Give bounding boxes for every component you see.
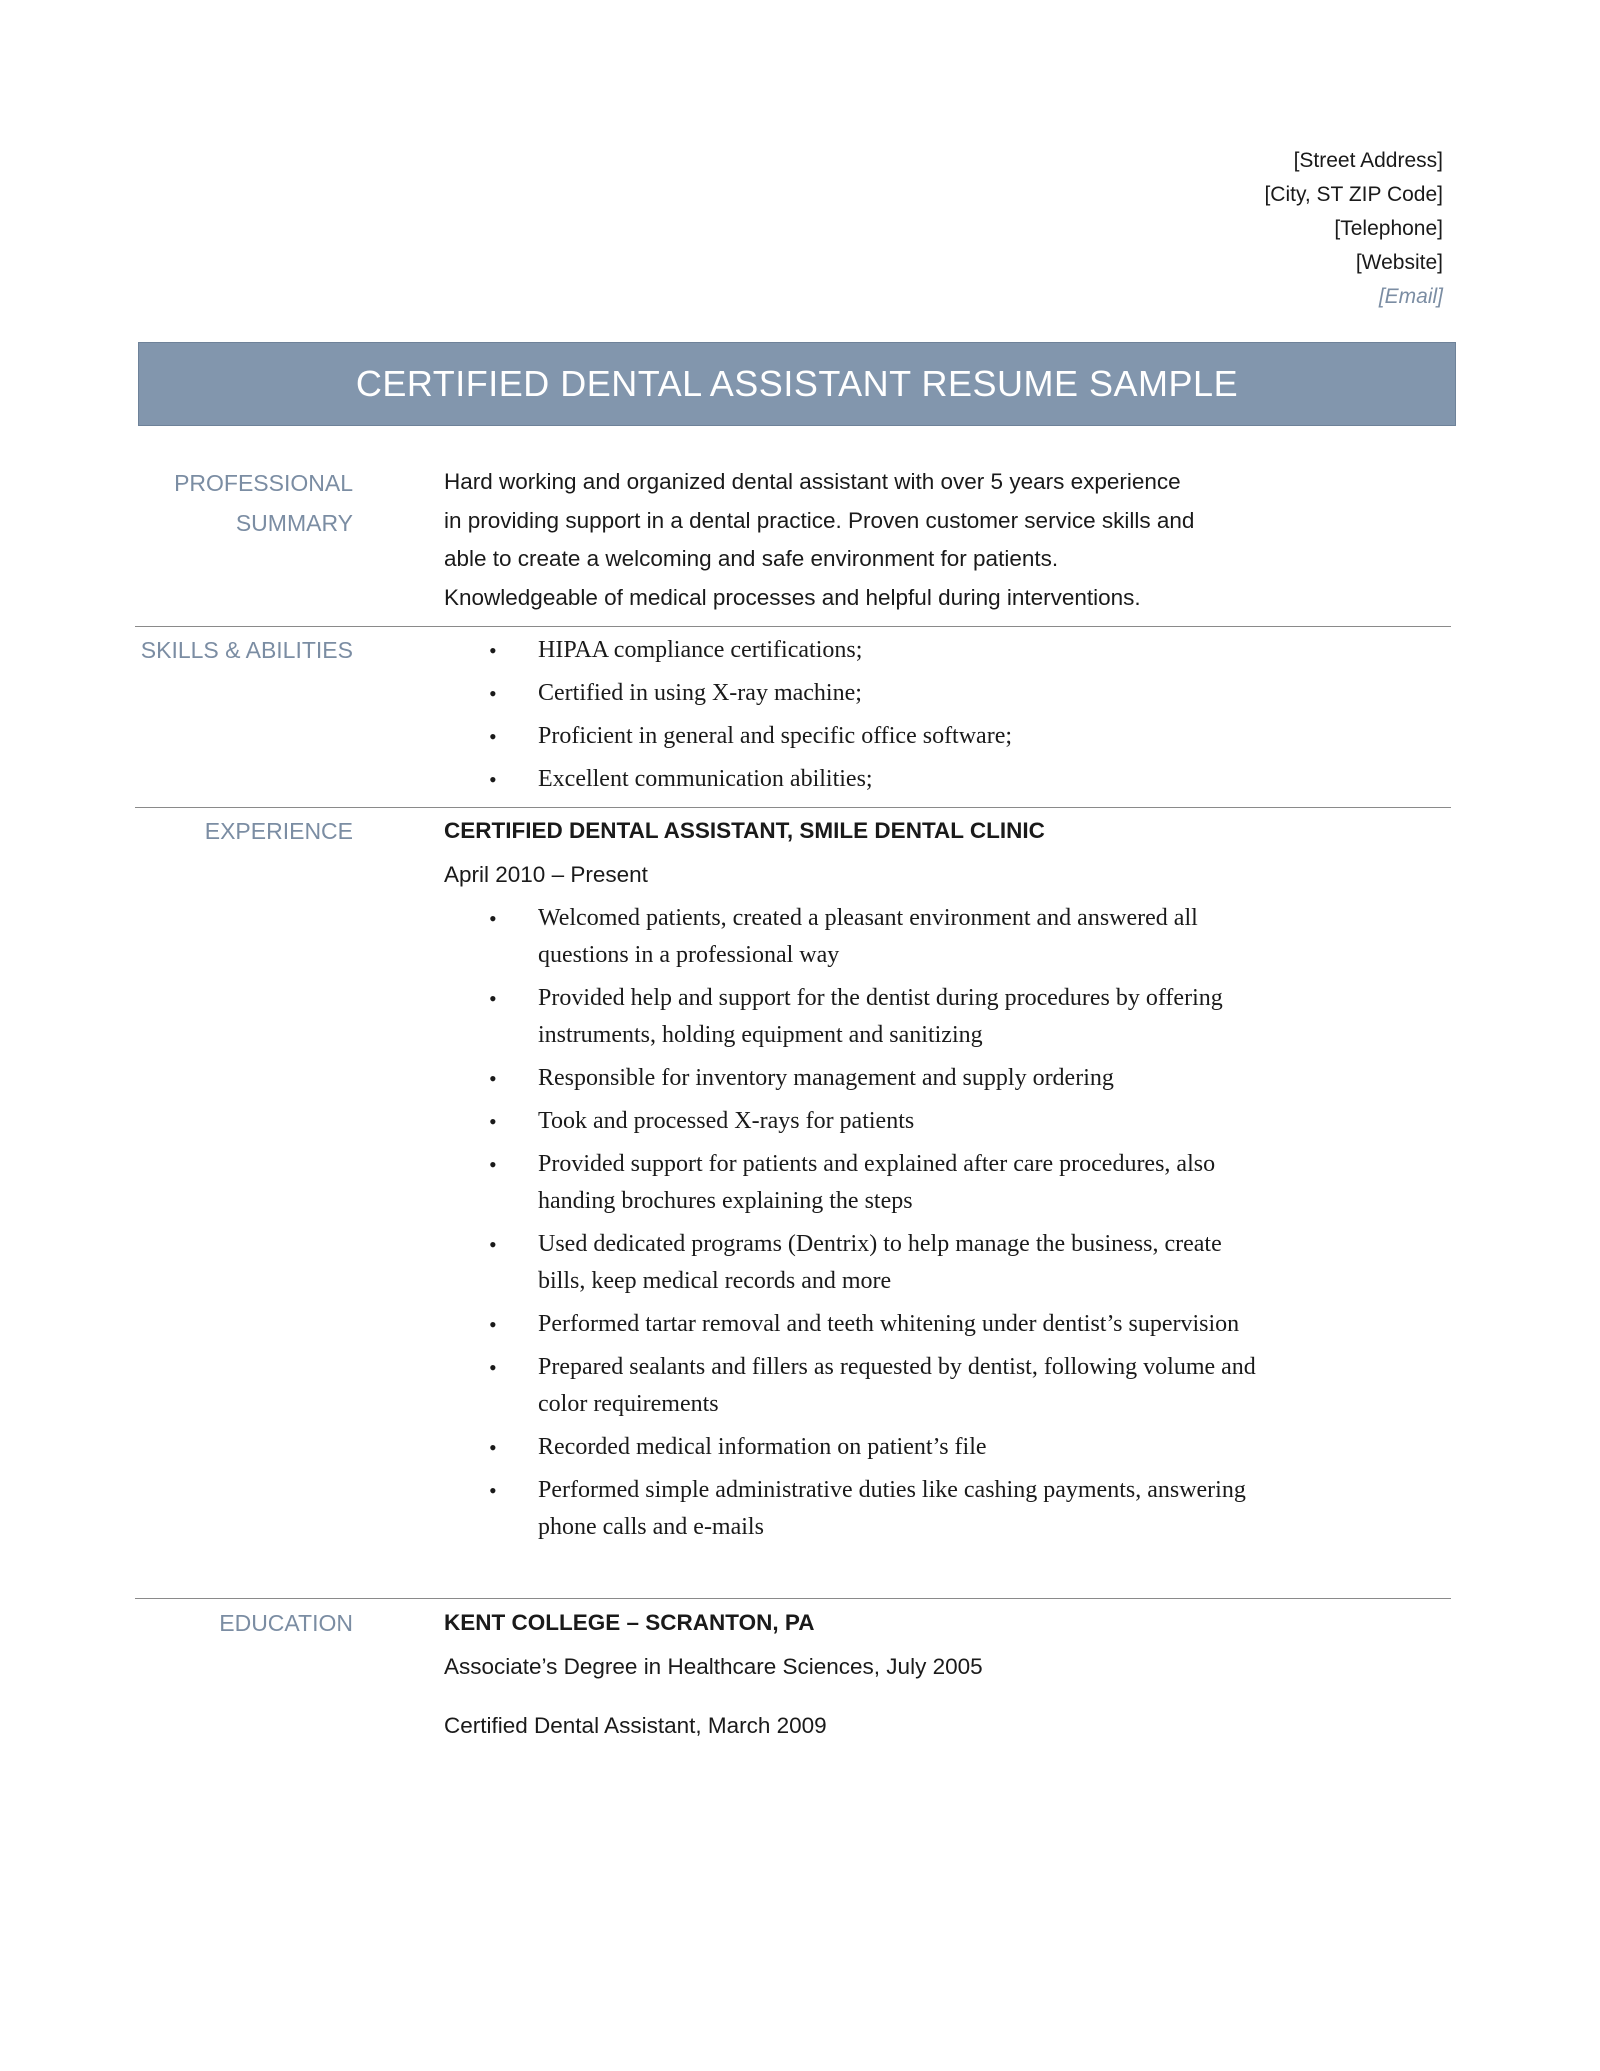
education-content [444, 1603, 1404, 1746]
bullet-icon: • [489, 1152, 497, 1177]
skill-text: Certified in using X-ray machine; [538, 680, 862, 706]
summary-text [444, 463, 1404, 617]
skills-section [135, 627, 1451, 808]
duty-text: Responsible for inventory management and supply ordering [538, 1065, 1114, 1091]
bullet-icon: • [489, 638, 497, 663]
bullet-icon: • [489, 1066, 497, 1091]
education-section [135, 1600, 1451, 1760]
education-label: EDUCATION [219, 1610, 353, 1636]
duty-item [444, 1060, 1268, 1097]
duty-item [444, 1103, 1268, 1140]
summary-label-line2: SUMMARY [235, 510, 353, 536]
certification: Certified Dental Assistant, March 2009 [444, 1713, 827, 1738]
skill-text: HIPAA compliance certifications; [538, 637, 863, 663]
experience-label: EXPERIENCE [204, 818, 353, 844]
summary-line: Knowledgeable of medical processes and helpful during interventions. [444, 584, 1141, 610]
duty-item [444, 900, 1268, 974]
summary-line: able to create a welcoming and safe environment for patients. [444, 546, 1059, 571]
summary-label [135, 463, 353, 543]
duty-item [444, 1306, 1268, 1343]
duty-item [444, 1472, 1268, 1546]
duty-item [444, 1349, 1268, 1423]
summary-line: Hard working and organized dental assistant with over 5 years experience [444, 469, 1181, 494]
skills-label: SKILLS & ABILITIES [140, 637, 353, 663]
school-name: KENT COLLEGE – SCRANTON, PA [444, 1610, 815, 1635]
skill-item [444, 632, 1268, 669]
skill-text: Proficient in general and specific office software; [538, 723, 1013, 749]
duty-item [444, 1226, 1268, 1300]
skill-item [444, 675, 1268, 712]
bullet-icon: • [489, 1355, 497, 1380]
telephone: [Telephone] [1334, 217, 1443, 240]
duty-text: Took and processed X-rays for patients [538, 1108, 915, 1134]
skills-list [444, 632, 1404, 804]
summary-line: in providing support in a dental practice. Proven customer service skills and [444, 507, 1195, 533]
skill-text: Excellent communication abilities; [538, 766, 873, 792]
bullet-icon: • [489, 1312, 497, 1337]
bullet-icon: • [489, 1478, 497, 1503]
experience-content [444, 811, 1404, 1552]
summary-section [135, 460, 1451, 627]
bullet-icon: • [489, 1435, 497, 1460]
skill-item [444, 718, 1268, 755]
duty-text: Performed tartar removal and teeth whitening under dentist’s supervision [538, 1311, 1240, 1337]
bullet-icon: • [489, 986, 497, 1011]
duty-item [444, 1429, 1268, 1466]
website: [Website] [1355, 251, 1443, 274]
bullet-icon: • [489, 1109, 497, 1134]
experience-section [135, 808, 1451, 1599]
street-address: [Street Address] [1293, 149, 1443, 172]
duty-text: Welcomed patients, created a pleasant environment and answered all questions in a professional way [538, 905, 1198, 968]
duty-text: Provided support for patients and explained after care procedures, also handing brochures explaining the steps [538, 1151, 1216, 1214]
bullet-icon: • [489, 681, 497, 706]
email: [Email] [1378, 285, 1443, 308]
contact-block [1264, 144, 1443, 314]
duties-list [444, 900, 1404, 1546]
duty-item [444, 1146, 1268, 1220]
skill-item [444, 761, 1268, 798]
job-title: CERTIFIED DENTAL ASSISTANT, SMILE DENTAL CLINIC [444, 818, 1045, 843]
title-banner [138, 342, 1456, 426]
duty-text: Provided help and support for the dentist during procedures by offering instruments, holding equipment and sanitizing [538, 985, 1223, 1048]
duty-text: Recorded medical information on patient’s file [538, 1434, 987, 1460]
duty-item [444, 980, 1268, 1054]
bullet-icon: • [489, 724, 497, 749]
bullet-icon: • [489, 1232, 497, 1257]
bullet-icon: • [489, 767, 497, 792]
duty-text: Performed simple administrative duties like cashing payments, answering phone calls and e-mails [538, 1477, 1246, 1540]
degree: Associate’s Degree in Healthcare Sciences, July 2005 [444, 1654, 983, 1679]
duty-text: Prepared sealants and fillers as requested by dentist, following volume and color requirements [538, 1354, 1256, 1417]
city-state-zip: [City, ST ZIP Code] [1264, 183, 1443, 206]
resume-title: CERTIFIED DENTAL ASSISTANT RESUME SAMPLE [355, 363, 1239, 404]
bullet-icon: • [489, 906, 497, 931]
summary-label-line1: PROFESSIONAL [174, 470, 353, 496]
duty-text: Used dedicated programs (Dentrix) to help manage the business, create bills, keep medical records and more [538, 1231, 1222, 1294]
job-dates: April 2010 – Present [444, 862, 648, 887]
